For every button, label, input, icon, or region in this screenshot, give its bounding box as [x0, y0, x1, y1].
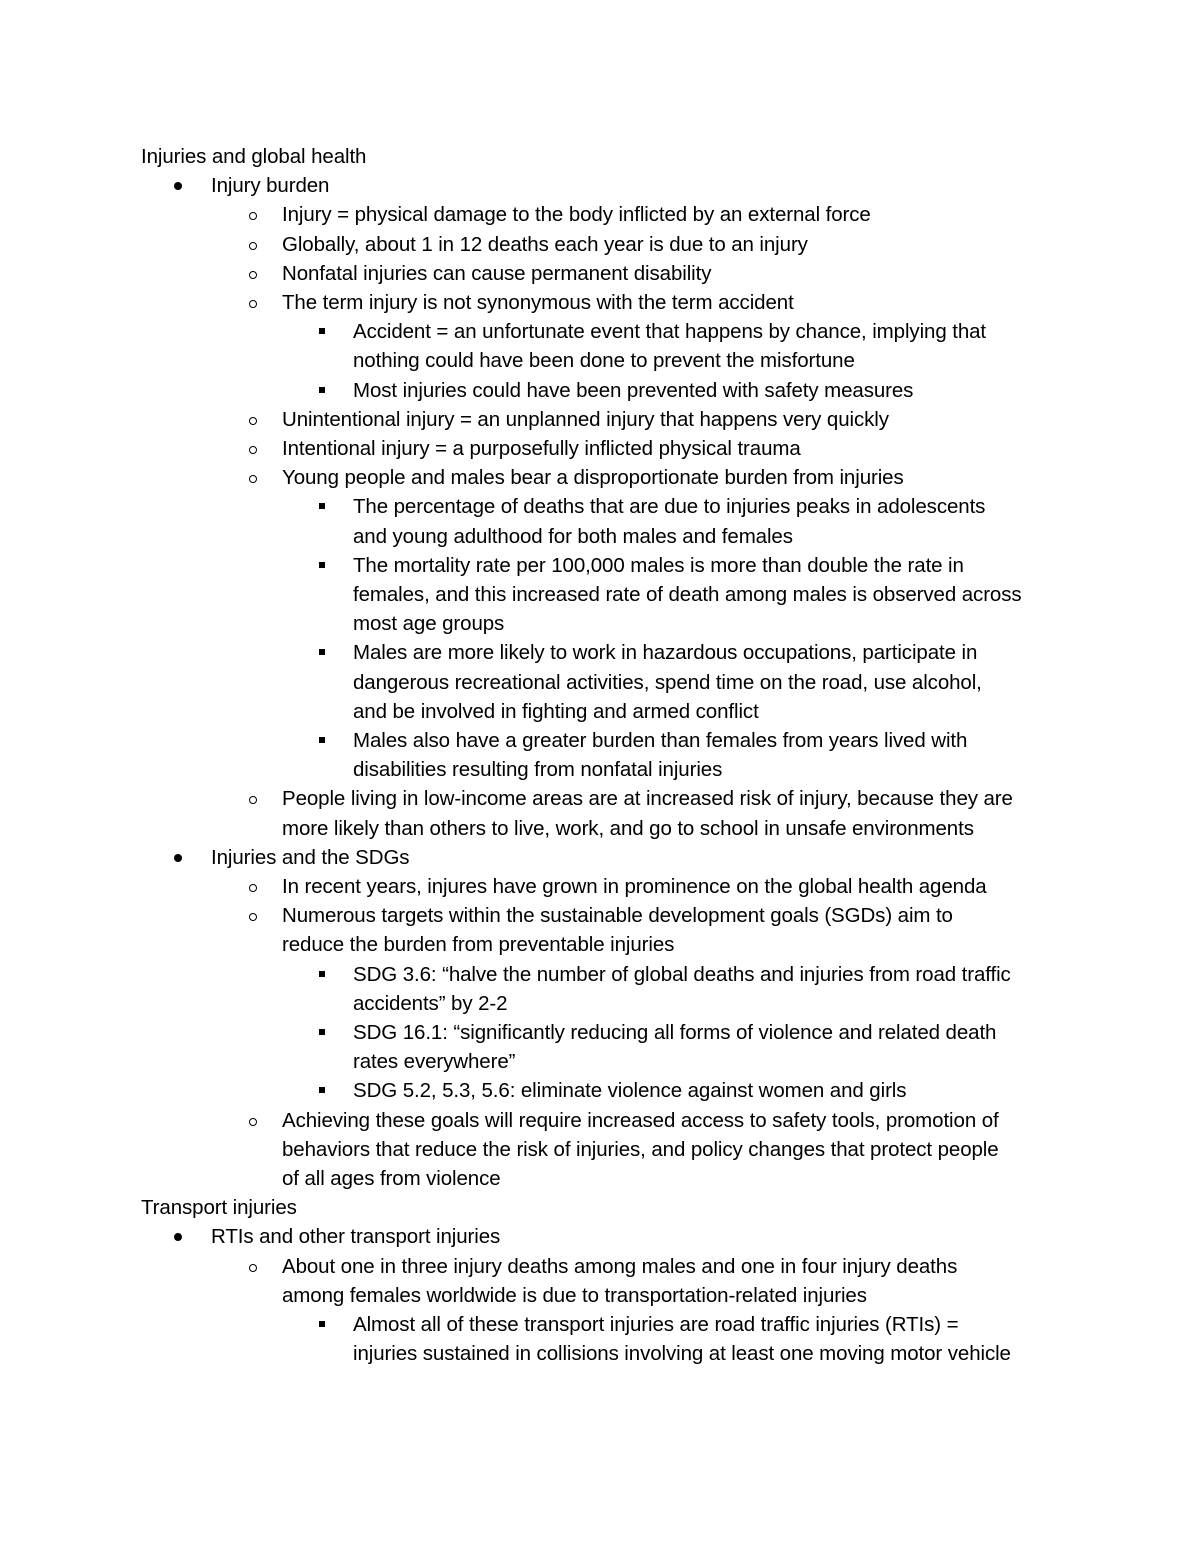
- bullet-square-icon: [319, 1321, 325, 1327]
- topic-title: RTIs and other transport injuries: [211, 1225, 501, 1249]
- subpoint-text: SDG 3.6: “halve the number of global deaths and injuries from road traffic: [353, 962, 1011, 986]
- point-text: Numerous targets within the sustainable development goals (SGDs) aim to: [282, 904, 953, 928]
- subpoint-text: and young adulthood for both males and females: [353, 524, 793, 548]
- point-text: Unintentional injury = an unplanned injury that happens very quickly: [282, 407, 889, 431]
- bullet-square-icon: [319, 737, 325, 743]
- bullet-circle-icon: [249, 475, 257, 483]
- subpoint-text: accidents” by 2-2: [353, 991, 508, 1015]
- bullet-square-icon: [319, 1029, 325, 1035]
- subpoint-text: Males are more likely to work in hazardous occupations, participate in: [353, 641, 978, 665]
- subpoint-text: Males also have a greater burden than females from years lived with: [353, 729, 968, 752]
- bullet-square-icon: [319, 503, 325, 509]
- subpoint-text: Accident = an unfortunate event that happens by chance, implying that: [353, 320, 987, 344]
- point-text: more likely than others to live, work, and go to school in unsafe environments: [282, 816, 974, 840]
- bullet-square-icon: [319, 387, 325, 393]
- subpoint-text: disabilities resulting from nonfatal injuries: [353, 758, 723, 782]
- subpoint-text: rates everywhere”: [353, 1050, 516, 1074]
- bullet-circle-icon: [249, 212, 257, 220]
- bullet-circle-icon: [249, 913, 257, 921]
- bullet-square-icon: [319, 1087, 325, 1093]
- topic-title: Injury burden: [211, 174, 330, 198]
- subpoint-text: most age groups: [353, 612, 505, 636]
- bullet-disc-icon: [174, 854, 182, 862]
- section-heading: Injuries and global health: [141, 145, 367, 168]
- subpoint-text: females, and this increased rate of death among males is observed across: [353, 583, 1022, 606]
- bullet-circle-icon: [249, 271, 257, 279]
- topic-title: Injuries and the SDGs: [211, 845, 410, 869]
- point-text: Young people and males bear a disproportionate burden from injuries: [282, 466, 904, 490]
- point-text: Nonfatal injuries can cause permanent disability: [282, 261, 712, 285]
- subpoint-text: The mortality rate per 100,000 males is more than double the rate in: [353, 553, 964, 577]
- subpoint-text: dangerous recreational activities, spend time on the road, use alcohol,: [353, 670, 982, 694]
- bullet-circle-icon: [249, 884, 257, 892]
- bullet-circle-icon: [249, 446, 257, 454]
- bullet-square-icon: [319, 649, 325, 655]
- section-heading: Transport injuries: [141, 1196, 297, 1220]
- point-text: Intentional injury = a purposefully inflicted physical trauma: [282, 437, 801, 460]
- subpoint-text: Almost all of these transport injuries are road traffic injuries (RTIs) =: [353, 1313, 959, 1336]
- bullet-square-icon: [319, 971, 325, 977]
- bullet-circle-icon: [249, 1264, 257, 1272]
- bullet-circle-icon: [249, 796, 257, 804]
- bullet-circle-icon: [249, 1118, 257, 1126]
- point-text: About one in three injury deaths among males and one in four injury deaths: [282, 1254, 958, 1278]
- point-text: among females worldwide is due to transportation-related injuries: [282, 1283, 867, 1307]
- point-text: The term injury is not synonymous with the term accident: [282, 291, 794, 314]
- subpoint-text: injuries sustained in collisions involving at least one moving motor vehicle: [353, 1342, 1011, 1366]
- bullet-circle-icon: [249, 242, 257, 250]
- subpoint-text: Most injuries could have been prevented with safety measures: [353, 378, 914, 402]
- bullet-circle-icon: [249, 300, 257, 308]
- point-text: of all ages from violence: [282, 1167, 501, 1190]
- point-text: In recent years, injures have grown in prominence on the global health agenda: [282, 875, 987, 898]
- subpoint-text: The percentage of deaths that are due to injuries peaks in adolescents: [353, 495, 986, 519]
- bullet-square-icon: [319, 328, 325, 334]
- point-text: Achieving these goals will require increased access to safety tools, promotion of: [282, 1108, 999, 1132]
- bullet-square-icon: [319, 562, 325, 568]
- subpoint-text: and be involved in fighting and armed conflict: [353, 699, 759, 723]
- point-text: People living in low-income areas are at increased risk of injury, because they are: [282, 787, 1013, 811]
- subpoint-text: SDG 16.1: “significantly reducing all forms of violence and related death: [353, 1021, 997, 1044]
- bullet-disc-icon: [174, 1233, 182, 1241]
- subpoint-text: SDG 5.2, 5.3, 5.6: eliminate violence against women and girls: [353, 1079, 907, 1103]
- point-text: reduce the burden from preventable injuries: [282, 933, 675, 957]
- point-text: Globally, about 1 in 12 deaths each year is due to an injury: [282, 232, 808, 256]
- bullet-circle-icon: [249, 417, 257, 425]
- point-text: Injury = physical damage to the body inflicted by an external force: [282, 203, 871, 227]
- subpoint-text: nothing could have been done to prevent the misfortune: [353, 349, 855, 373]
- bullet-disc-icon: [174, 182, 182, 190]
- point-text: behaviors that reduce the risk of injuries, and policy changes that protect people: [282, 1137, 999, 1161]
